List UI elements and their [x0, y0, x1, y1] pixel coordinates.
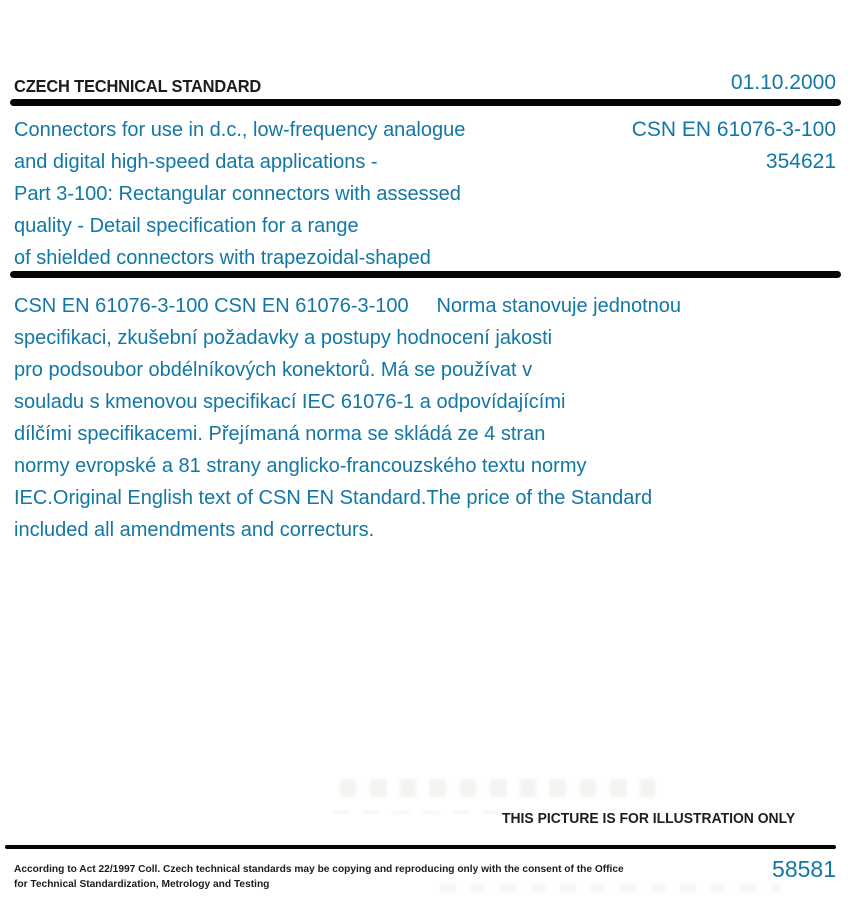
- standard-title-line: Connectors for use in d.c., low-frequency analogue: [14, 119, 466, 141]
- page-title: CZECH TECHNICAL STANDARD: [14, 76, 262, 96]
- header-divider-rule: [10, 99, 841, 106]
- faint-smudge-line: [333, 811, 515, 814]
- abstract-line: CSN EN 61076-3-100 CSN EN 61076-3-100 Norma stanovuje jednotnou: [14, 295, 682, 317]
- standard-number: CSN EN 61076-3-100: [631, 118, 836, 141]
- copyright-notice-line: for Technical Standardization, Metrology and Testing: [14, 878, 270, 890]
- copyright-notice-line: According to Act 22/1997 Coll. Czech technical standards may be copying and reproducing only with the consent of the Office: [14, 863, 624, 875]
- catalog-number: 354621: [765, 150, 836, 173]
- abstract-line: dílčími specifikacemi. Přejímaná norma se skládá ze 4 stran: [14, 423, 546, 445]
- standard-abstract: [14, 290, 681, 546]
- abstract-line: specifikaci, zkušební požadavky a postupy hodnocení jakosti: [14, 327, 553, 349]
- abstract-line: pro podsoubor obdélníkových konektorů. Má se používat v: [14, 359, 533, 381]
- issue-date: 01.10.2000: [730, 71, 836, 94]
- standard-identifiers: [632, 114, 836, 178]
- standard-title: [14, 114, 465, 274]
- abstract-line: included all amendments and correcturs.: [14, 519, 375, 541]
- footer-divider-rule: [5, 845, 836, 849]
- abstract-line: souladu s kmenovou specifikací IEC 61076-1 a odpovídajícími: [14, 391, 566, 413]
- title-divider-rule: [10, 271, 841, 278]
- standard-title-line: quality - Detail specification for a range: [14, 215, 359, 237]
- illustration-only-notice: THIS PICTURE IS FOR ILLUSTRATION ONLY: [502, 811, 796, 827]
- document-number: 58581: [772, 856, 836, 882]
- standard-title-line: and digital high-speed data applications -: [14, 151, 378, 173]
- copyright-notice: [14, 862, 624, 892]
- standard-title-line: of shielded connectors with trapezoidal-shaped: [14, 247, 431, 269]
- faint-watermark-smudge: [340, 779, 655, 797]
- standard-title-line: Part 3-100: Rectangular connectors with assessed: [14, 183, 461, 205]
- abstract-line: normy evropské a 81 strany anglicko-francouzského textu normy: [14, 455, 587, 477]
- abstract-line: IEC.Original English text of CSN EN Standard.The price of the Standard: [14, 487, 653, 509]
